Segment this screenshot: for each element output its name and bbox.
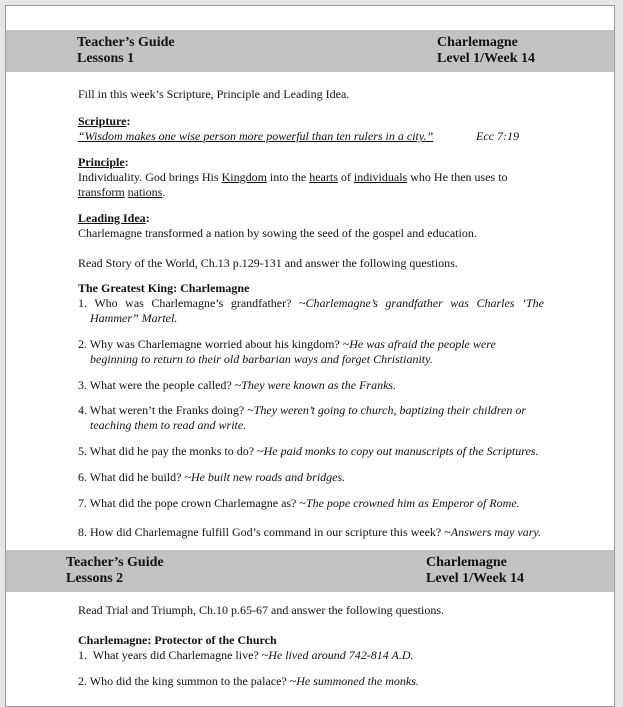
scripture-quote: “Wisdom makes one wise person more powerful than ten rulers in a city.” bbox=[78, 129, 434, 143]
lesson-2-question-1: 1. What years did Charlemagne live? ~He lived around 742-814 A.D. bbox=[78, 648, 414, 662]
reading-assignment-1: Read Story of the World, Ch.13 p.129-131 and answer the following questions. bbox=[78, 256, 458, 270]
document-page bbox=[5, 5, 615, 707]
section-title-1: The Greatest King: Charlemagne bbox=[78, 281, 250, 295]
lesson-2-question-2: 2. Who did the king summon to the palace? ~He summoned the monks. bbox=[78, 674, 419, 688]
leading-idea-text: Charlemagne transformed a nation by sowing the seed of the gospel and education. bbox=[78, 226, 477, 240]
lesson-1-header bbox=[6, 30, 614, 72]
level-week: Level 1/Week 14 bbox=[426, 571, 524, 586]
scripture-reference: Ecc 7:19 bbox=[476, 129, 519, 143]
header-left bbox=[66, 555, 164, 587]
leading-idea-heading: Leading Idea: bbox=[78, 211, 150, 225]
reading-assignment-2: Read Trial and Triumph, Ch.10 p.65-67 and answer the following questions. bbox=[78, 603, 444, 617]
header-right bbox=[426, 555, 524, 587]
lesson-2-header bbox=[6, 550, 614, 592]
question-3: 3. What were the people called? ~They were known as the Franks. bbox=[78, 378, 397, 392]
question-8: 8. How did Charlemagne fulfill God’s command in our scripture this week? ~Answers may vary. bbox=[78, 525, 542, 539]
question-2: 2. Why was Charlemagne worried about his kingdom? ~He was afraid the people were beginning to return to their old barbarian ways and forget Christianity. bbox=[78, 337, 496, 366]
guide-title: Teacher’s Guide bbox=[66, 555, 164, 570]
principle-line-2: transform nations. bbox=[78, 185, 166, 199]
scripture-heading: Scripture: bbox=[78, 114, 131, 128]
question-1: 1. Who was Charlemagne’s grandfather? ~Charlemagne’s grandfather was Charles ‘The Hammer” Martel. bbox=[78, 296, 544, 325]
header-left bbox=[77, 35, 175, 67]
guide-title: Teacher’s Guide bbox=[77, 35, 175, 50]
question-6: 6. What did he build? ~He built new roads and bridges. bbox=[78, 470, 346, 484]
principle-line-1: Individuality. God brings His Kingdom into the hearts of individuals who He then uses to bbox=[78, 170, 508, 184]
question-4: 4. What weren’t the Franks doing? ~They weren’t going to church, baptizing their children or teaching them to read and write. bbox=[78, 403, 527, 432]
level-week: Level 1/Week 14 bbox=[437, 51, 535, 66]
principle-heading: Principle: bbox=[78, 155, 129, 169]
question-7: 7. What did the pope crown Charlemagne as? ~The pope crowned him as Emperor of Rome. bbox=[78, 496, 520, 510]
topic-title: Charlemagne bbox=[426, 555, 507, 570]
question-5: 5. What did he pay the monks to do? ~He paid monks to copy out manuscripts of the Scriptures. bbox=[78, 444, 539, 458]
intro-text: Fill in this week’s Scripture, Principle and Leading Idea. bbox=[78, 87, 350, 101]
lesson-label: Lessons 2 bbox=[66, 571, 124, 586]
topic-title: Charlemagne bbox=[437, 35, 518, 50]
lesson-label: Lessons 1 bbox=[77, 51, 135, 66]
section-title-2: Charlemagne: Protector of the Church bbox=[78, 633, 277, 647]
header-right bbox=[437, 35, 535, 67]
